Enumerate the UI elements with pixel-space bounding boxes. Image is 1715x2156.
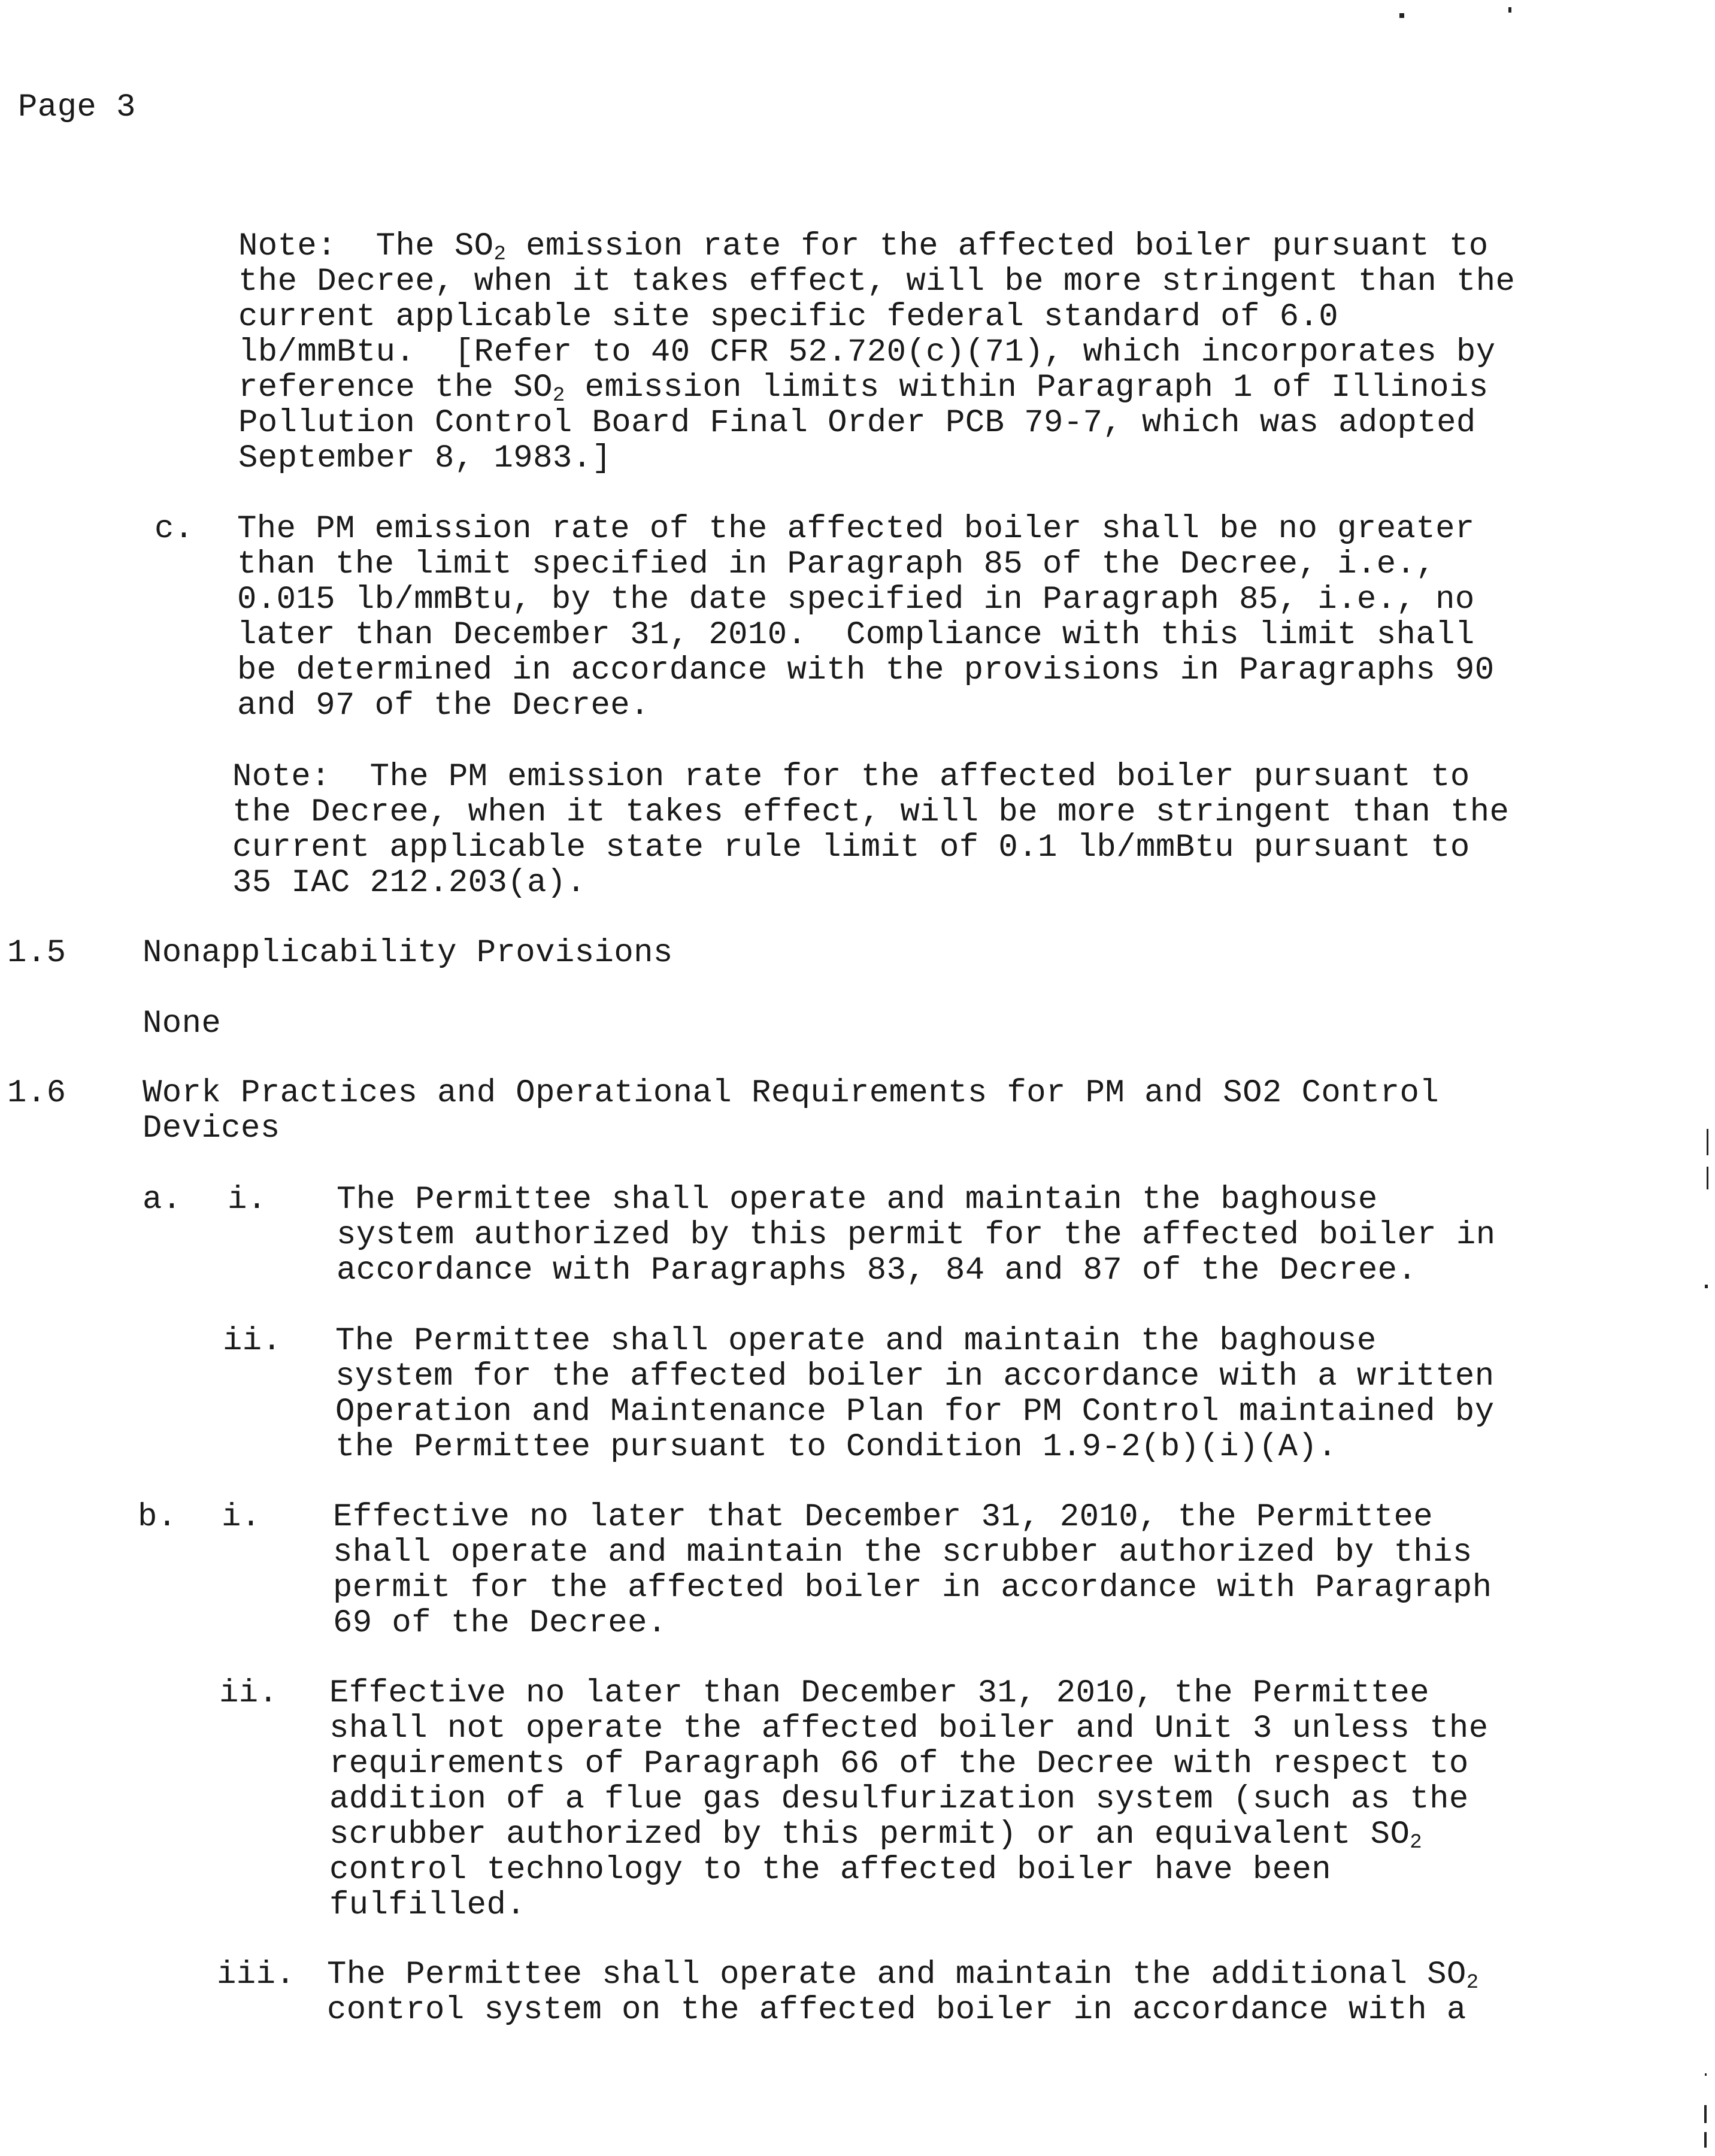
section-1-5-title: Nonapplicability Provisions bbox=[143, 935, 673, 971]
item-c-label: c. bbox=[154, 511, 194, 547]
item-b-ii-label: ii. bbox=[219, 1675, 278, 1712]
scan-speck bbox=[1705, 1285, 1708, 1288]
scan-speck bbox=[1707, 1167, 1708, 1189]
scan-speck bbox=[1399, 13, 1404, 18]
scan-speck bbox=[1705, 2073, 1707, 2076]
item-a-label: a. bbox=[143, 1182, 182, 1218]
item-b-ii-text: Effective no later than December 31, 2010, the Permittee shall not operate the affected boiler and Unit 3 unless the requirements of Paragraph 66 of the Decree with respect to addition of a flue gas desulfurization system (such as the scrubber authorized by this permit) or an equivalent $SO_2$ control technology to the affected boiler have been fulfilled. bbox=[329, 1675, 1489, 1924]
section-1-6-number: 1.6 bbox=[7, 1075, 66, 1112]
section-1-5-body: None bbox=[143, 1006, 222, 1042]
item-b-iii-text: The Permittee shall operate and maintain the additional $SO_2$ control system on the affected boiler in accordance with a bbox=[327, 1957, 1479, 2028]
page-label: Page 3 bbox=[18, 89, 136, 126]
item-a-i-label: i. bbox=[228, 1182, 267, 1218]
scan-speck bbox=[1707, 1129, 1708, 1155]
section-1-5-number: 1.5 bbox=[7, 935, 66, 971]
scan-speck bbox=[1704, 2105, 1707, 2123]
item-c-text: The PM emission rate of the affected boiler shall be no greater than the limit specified in Paragraph 85 of the Decree, i.e., 0.015 lb/mmBtu, by the date specified in Paragraph 85, i.e., no later than December 31, 2010. Compliance with this limit shall be determined in accordance with the provisions in Paragraphs 90 and 97 of the Decree. bbox=[237, 511, 1495, 724]
item-b-i-label: i. bbox=[222, 1499, 261, 1536]
note-pm-paragraph: Note: The PM emission rate for the affected boiler pursuant to the Decree, when it takes effect, will be more stringent than the current applicable state rule limit of 0.1 lb/mmBtu pursuant to 35 IAC 212.203(a). bbox=[232, 759, 1510, 901]
item-a-ii-text: The Permittee shall operate and maintain the baghouse system for the affected boiler in accordance with a written Operation and Maintenance Plan for PM Control maintained by the Permittee pursuant to Condition 1.9-2(b)(i)(A). bbox=[335, 1323, 1495, 1465]
item-b-i-text: Effective no later that December 31, 2010, the Permittee shall operate and maintain the scrubber authorized by this permit for the affected boiler in accordance with Paragraph 69 of the Decree. bbox=[333, 1499, 1492, 1642]
section-1-6-title: Work Practices and Operational Requirements for PM and SO2 Control Devices bbox=[143, 1075, 1440, 1147]
scan-speck bbox=[1704, 2132, 1707, 2148]
item-a-ii-label: ii. bbox=[223, 1323, 282, 1359]
item-b-label: b. bbox=[138, 1499, 177, 1536]
item-b-iii-label: iii. bbox=[217, 1957, 296, 1993]
scan-speck bbox=[1508, 7, 1511, 13]
item-a-i-text: The Permittee shall operate and maintain the baghouse system authorized by this permit for the affected boiler in accordance with Paragraphs 83, 84 and 87 of the Decree. bbox=[337, 1182, 1496, 1289]
note-so2-paragraph: Note: The $SO_2$ emission rate for the affected boiler pursuant to the Decree, when it takes effect, will be more stringent than the current applicable site specific federal standard of 6.0 lb/mmBtu. [Refer to 40 CFR 52.720(c)(71), which incorporates by reference the $SO_2$ emission limits within Paragraph 1 of Illinois Pollution Control Board Final Order PCB 79-7, which was adopted September 8, 1983.] bbox=[238, 228, 1516, 477]
